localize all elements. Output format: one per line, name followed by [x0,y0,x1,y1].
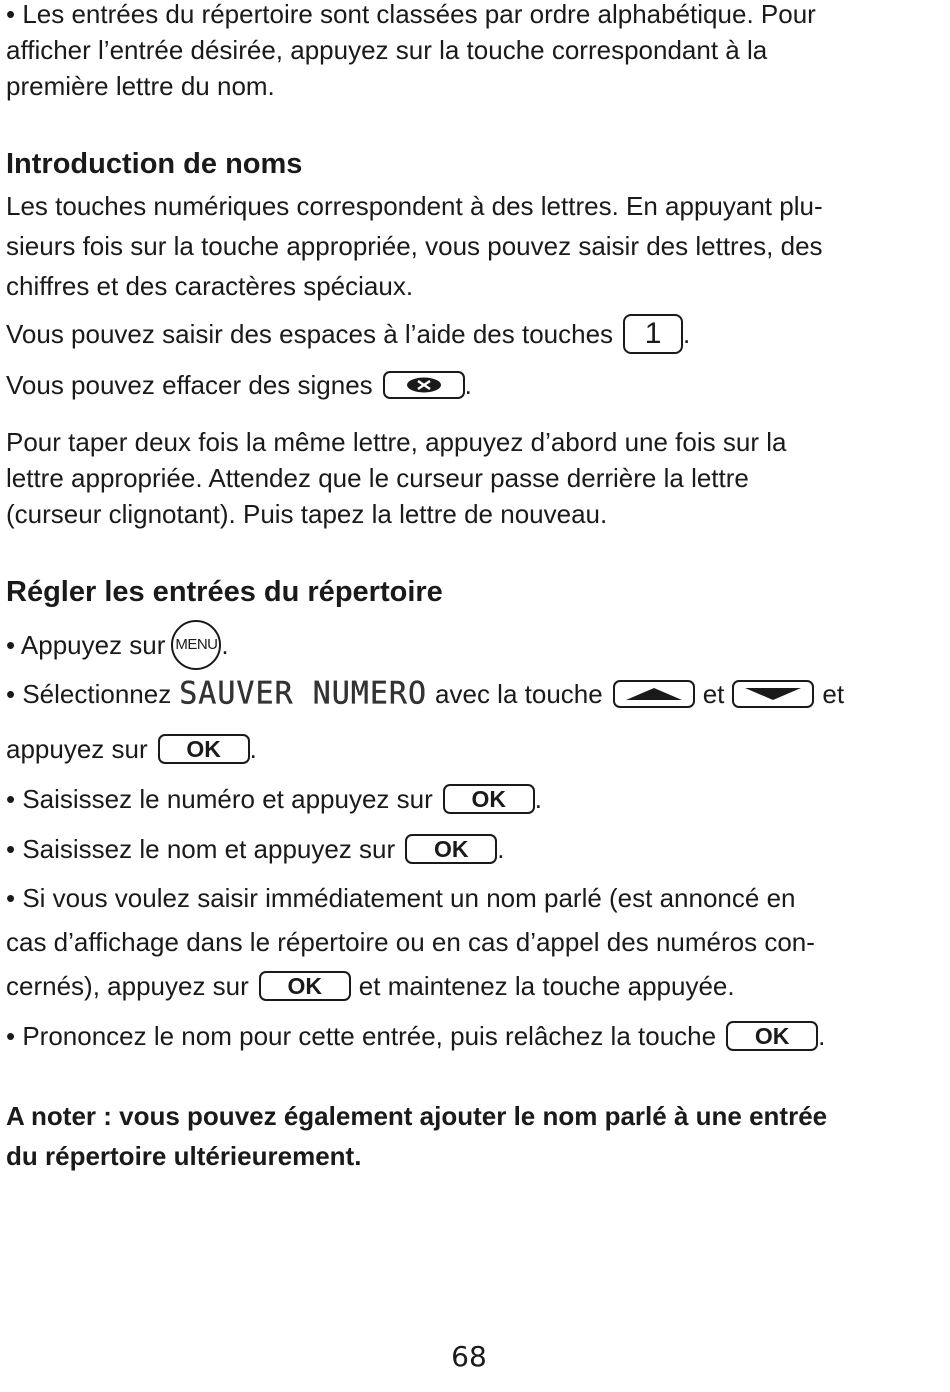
section1-paragraph [6,186,823,306]
step2-text-b: avec la touche [435,679,603,709]
arrow-down-key-icon [732,680,814,708]
erase-text: Vous pouvez effacer des signes [6,370,373,400]
step2-text-a: • Sélectionnez [6,679,172,709]
menu-key: MENU [171,620,221,670]
step5-line-2: cas d’affichage dans le répertoire ou en cas d’appel des numéros con- [6,927,815,957]
page-number: 68 [451,1340,487,1373]
intro-paragraph [6,0,816,104]
step2-text-d: et [822,679,845,709]
step-press-menu [6,620,229,670]
space-text: Vous pouvez saisir des espaces à l’aide des touches [6,319,614,349]
note-paragraph [6,1096,827,1176]
double-line-1: Pour taper deux fois la même lettre, appuyez d’abord une fois sur la [6,427,787,457]
note-line-2: du répertoire ultérieurement. [6,1141,362,1171]
period: . [683,319,691,349]
step4-text: • Saisissez le nom et appuyez sur [6,834,396,864]
intro-line-3: première lettre du nom. [6,71,275,101]
step-pronounce-name [6,1018,825,1054]
space-instruction [6,314,690,354]
section1-line-2: sieurs fois sur la touche appropriée, vous pouvez saisir des lettres, des [6,231,823,261]
erase-instruction [6,367,472,403]
key-1: 1 [623,314,683,354]
ok-key: OK [726,1021,818,1051]
ok-key: OK [158,734,250,764]
period: . [818,1021,826,1051]
intro-line-1: • Les entrées du répertoire sont classées par ordre alphabétique. Pour [6,0,816,29]
step5-line-3 [6,968,735,1004]
period: . [464,370,472,400]
step3-text: • Saisissez le numéro et appuyez sur [6,784,433,814]
erase-key-icon [383,371,465,399]
double-letter-paragraph [6,424,786,532]
step1-text: • Appuyez sur [6,630,166,660]
step2-text-c: et [702,679,725,709]
arrow-up-key-icon [613,680,695,708]
step6-text: • Prononcez le nom pour cette entrée, puis relâchez la touche [6,1021,717,1051]
period: . [249,734,257,764]
step5-line-1: • Si vous voulez saisir immédiatement un nom parlé (est annoncé en [6,883,796,913]
step-enter-name [6,831,504,867]
period: . [497,834,505,864]
section1-line-3: chiffres et des caractères spéciaux. [6,271,414,301]
step-enter-number [6,781,542,817]
step2-line2: appuyez sur [6,734,148,764]
step5-line-3b: et maintenez la touche appuyée. [358,971,735,1001]
double-line-3: (curseur clignotant). Puis tapez la lettre de nouveau. [6,499,608,529]
ok-key: OK [405,834,497,864]
section-heading-introduction: Introduction de noms [6,148,303,180]
step-select [6,676,844,712]
double-line-2: lettre appropriée. Attendez que le curseur passe derrière la lettre [6,463,749,493]
section1-line-1: Les touches numériques correspondent à des lettres. En appuyant plu- [6,191,823,221]
period: . [221,630,229,660]
lcd-display-text: SAUVER NUMERO [179,675,428,712]
note-line-1: A noter : vous pouvez également ajouter le nom parlé à une entrée [6,1101,828,1131]
intro-line-2: afficher l’entrée désirée, appuyez sur la touche correspondant à la [6,35,768,65]
section-heading-settings: Régler les entrées du répertoire [6,576,443,608]
ok-key: OK [259,971,351,1001]
period: . [534,784,542,814]
step5-line-3a: cernés), appuyez sur [6,971,249,1001]
ok-key: OK [443,784,535,814]
step-select-line2 [6,731,257,767]
